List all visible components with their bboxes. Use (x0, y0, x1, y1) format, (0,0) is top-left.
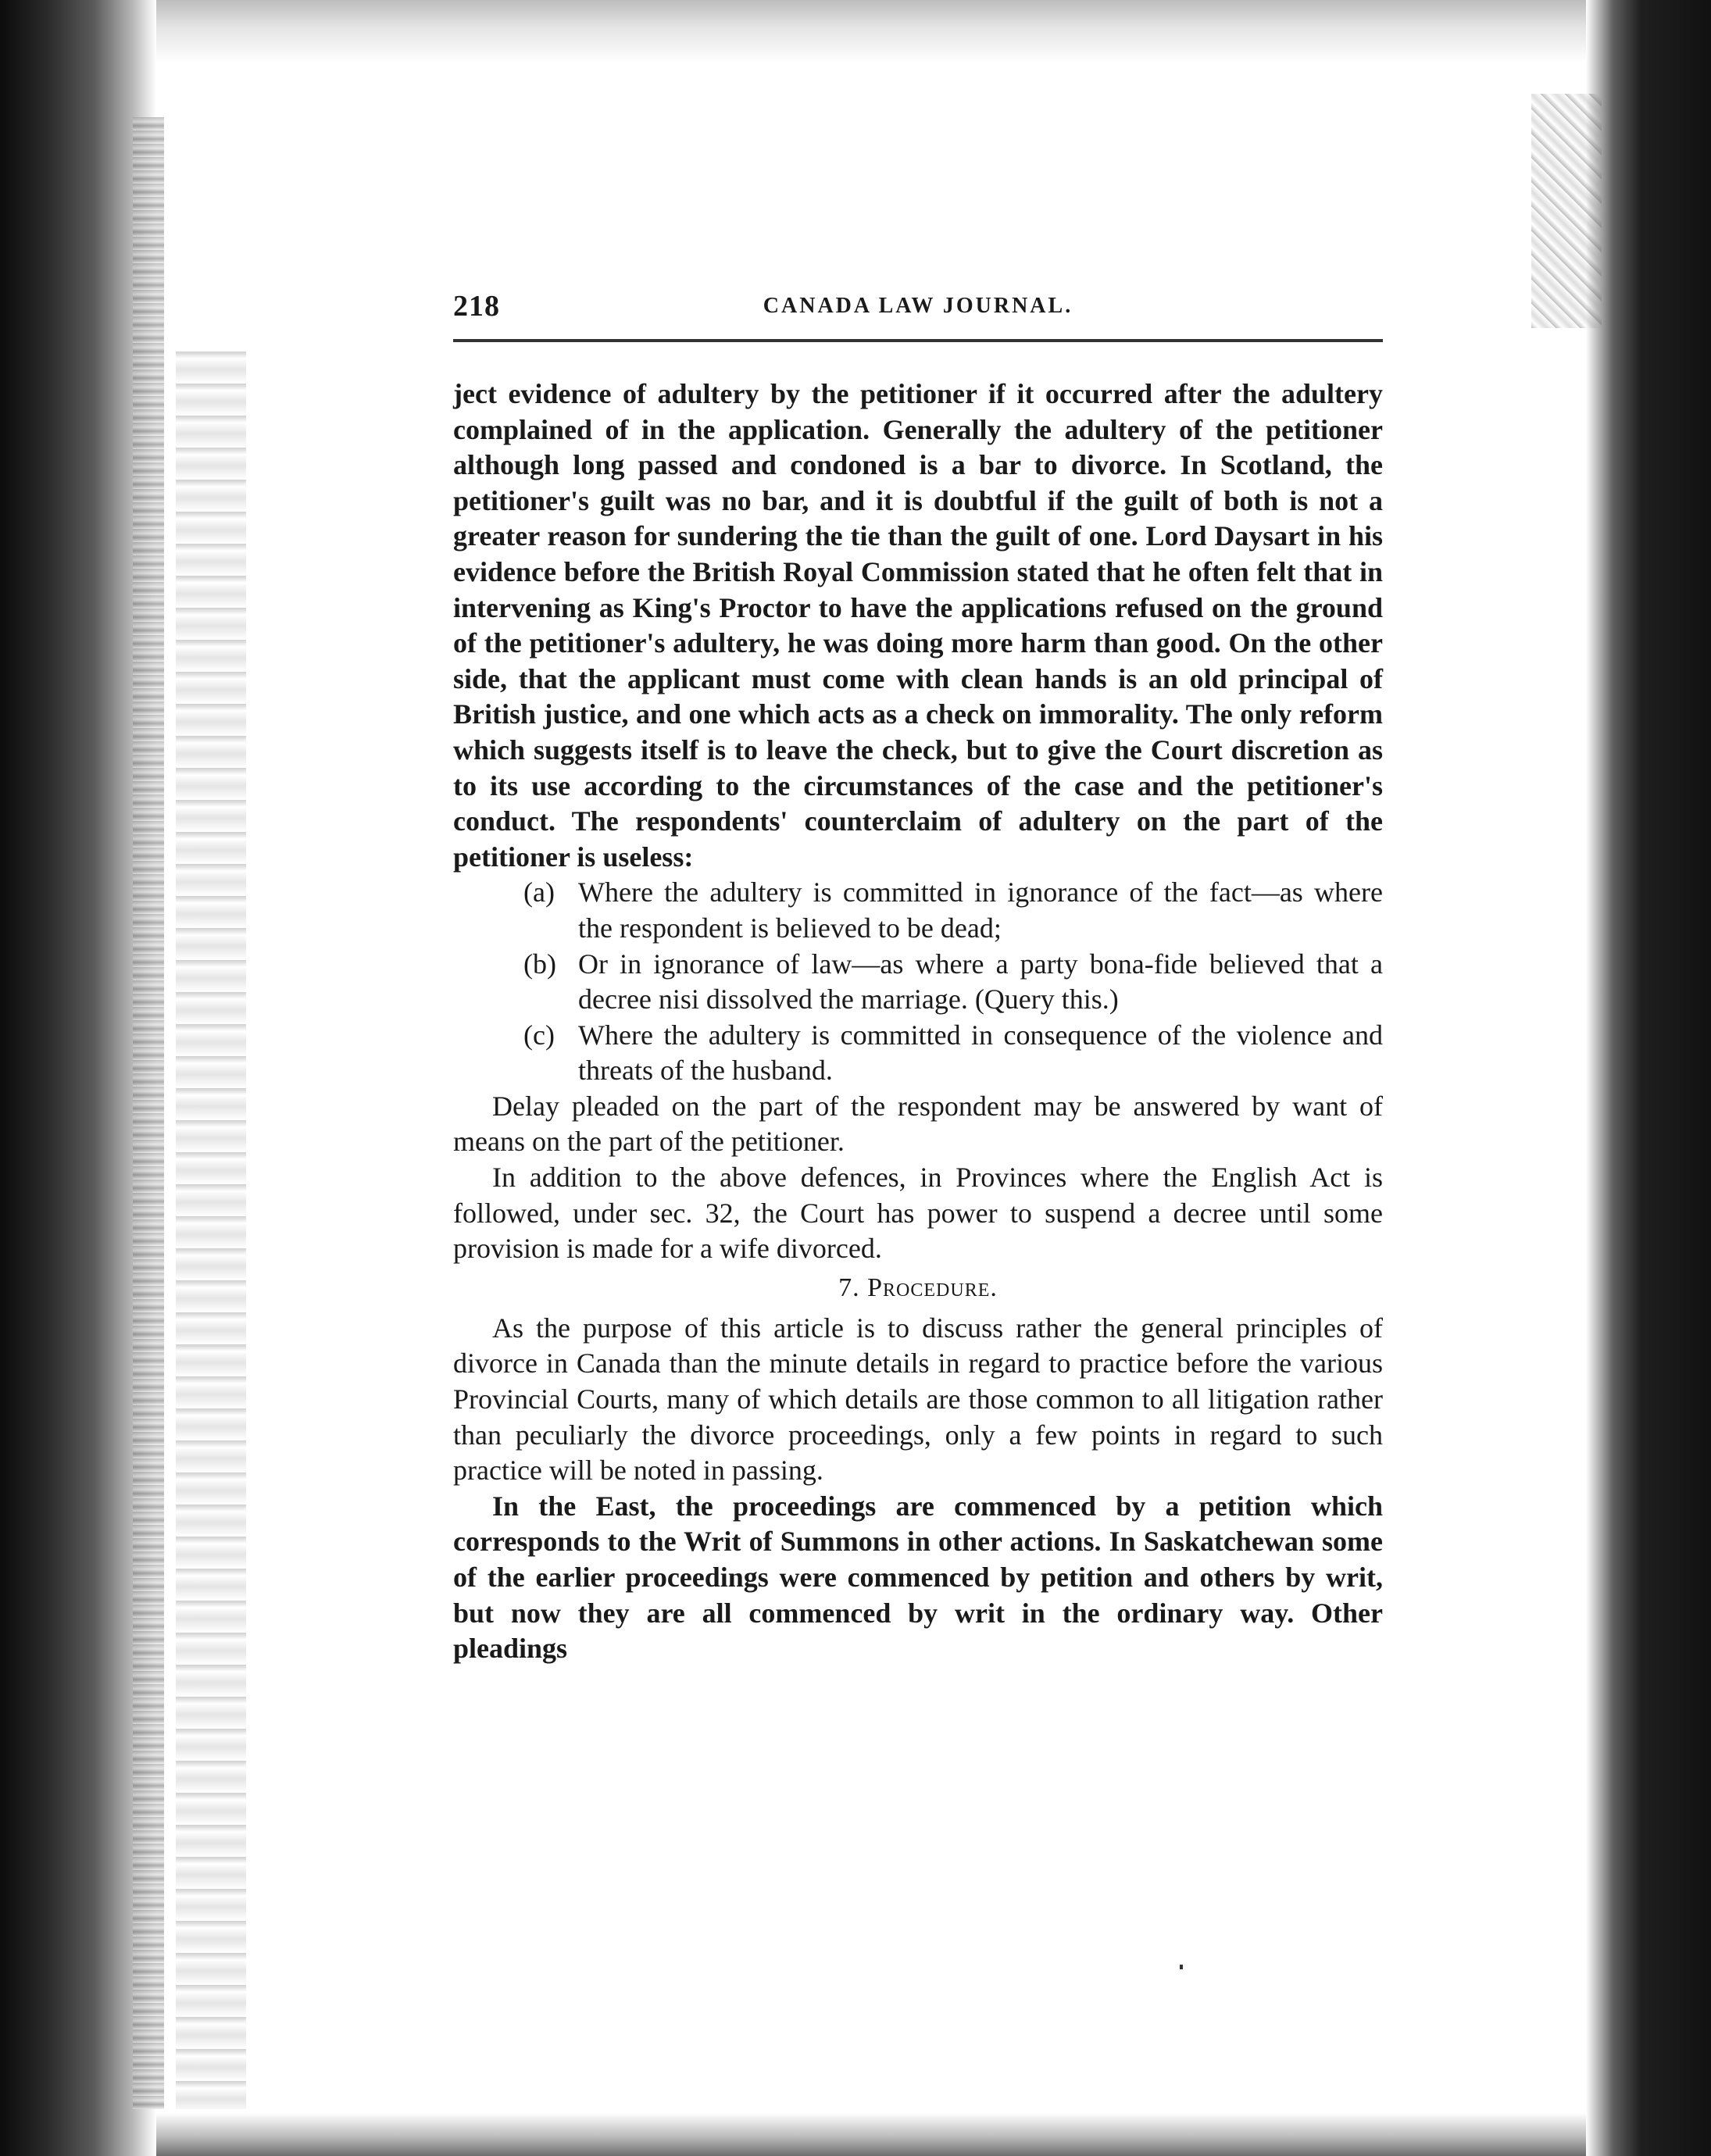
section-heading: 7. Procedure. (838, 1273, 998, 1302)
scan-top-border (156, 0, 1602, 62)
paragraph-2: Delay pleaded on the part of the respondent may be answered by want of means on the part of the petitioner. (453, 1090, 1383, 1158)
scan-noise (176, 352, 246, 2109)
scan-speck (1180, 1965, 1183, 1969)
header-rule (453, 339, 1383, 342)
page-header (453, 289, 1383, 333)
scan-right-border (1586, 0, 1711, 2156)
list-marker: (a) (523, 876, 555, 908)
body-text (453, 377, 1383, 1667)
paragraph-5: In the East, the proceedings are commenced by a petition which corresponds to the Writ of Summons in other actions. In Saskatchewan some of the earlier proceedings were commenced by petition and others by writ, but now they are all commenced by writ in the ordinary way. Other pleadings (453, 1490, 1383, 1665)
paragraph-4: As the purpose of this article is to discuss rather the general principles of divorce in Canada than the minute details in regard to practice before the various Provincial Courts, many of which details are those common to all litigation rather than peculiarly the divorce proceedings, only a few points in regard to such practice will be noted in passing. (453, 1312, 1383, 1487)
list-item (453, 875, 1383, 946)
paragraph-3: In addition to the above defences, in Provinces where the English Act is followed, under sec. 32, the Court has power to suspend a decree until some provision is made for a wife divorced. (453, 1162, 1383, 1265)
list-marker: (c) (523, 1019, 555, 1051)
journal-page (453, 289, 1383, 1667)
scan-binding-edge (133, 117, 164, 2109)
list-item (453, 1018, 1383, 1089)
page-number: 218 (453, 290, 500, 323)
list-item (453, 947, 1383, 1018)
list-marker: (b) (523, 948, 556, 980)
scan-bottom-border (156, 2113, 1586, 2156)
scan-noise-right (1531, 94, 1602, 328)
defence-list (453, 875, 1383, 1089)
list-item-text: Or in ignorance of law—as where a party bona-fide believed that a decree nisi dissolved the marriage. (Query this.) (578, 948, 1383, 1016)
running-title: CANADA LAW JOURNAL. (763, 294, 1073, 318)
list-item-text: Where the adultery is committed in ignorance of the fact—as where the respondent is believed to be dead; (578, 876, 1383, 944)
paragraph-1: ject evidence of adultery by the petitioner if it occurred after the adultery complained of in the application. Generally the adultery of the petitioner although long passed and condoned is a bar to divorce. In Scotland, the petitioner's guilt was no bar, and it is doubtful if the guilt of both is not a greater reason for sundering the tie than the guilt of one. Lord Daysart in his evidence before the British Royal Commission stated that he often felt that in intervening as King's Proctor to have the applications refused on the ground of the petitioner's adultery, he was doing more harm than good. On the other side, that the applicant must come with clean hands is an old principal of British justice, and one which acts as a check on immorality. The only reform which suggests itself is to leave the check, but to give the Court discretion as to its use according to the circumstances of the case and the petitioner's conduct. The respondents' counterclaim of adultery on the part of the petitioner is useless: (453, 378, 1383, 873)
list-item-text: Where the adultery is committed in consequence of the violence and threats of the husband. (578, 1019, 1383, 1087)
